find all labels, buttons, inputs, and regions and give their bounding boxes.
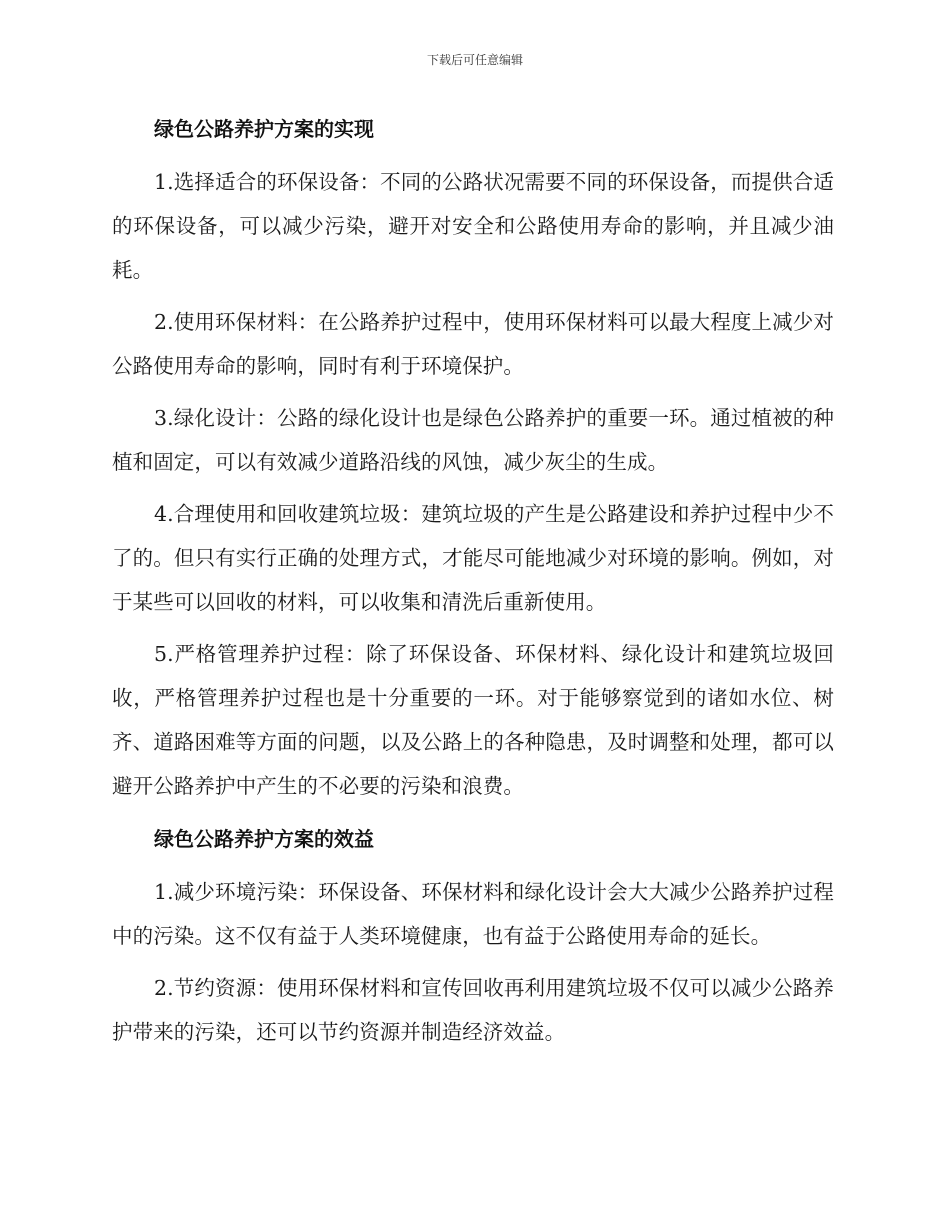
paragraph: 1.选择适合的环保设备：不同的公路状况需要不同的环保设备，而提供合适的环保设备，可以减少污染，避开对安全和公路使用寿命的影响，并且减少油耗。 [112, 170, 834, 282]
section-heading-implementation: 绿色公路养护方案的实现 [154, 117, 374, 141]
paragraph: 2.使用环保材料：在公路养护过程中，使用环保材料可以最大程度上减少对公路使用寿命的影响，同时有利于环境保护。 [112, 310, 834, 378]
paragraph: 3.绿化设计：公路的绿化设计也是绿色公路养护的重要一环。通过植被的种植和固定，可以有效减少道路沿线的风蚀，减少灰尘的生成。 [112, 406, 834, 474]
paragraph: 4.合理使用和回收建筑垃圾：建筑垃圾的产生是公路建设和养护过程中少不了的。但只有实行正确的处理方式，才能尽可能地减少对环境的影响。例如，对于某些可以回收的材料，可以收集和清洗后重新使用。 [112, 502, 834, 614]
paragraph: 1.减少环境污染：环保设备、环保材料和绿化设计会大大减少公路养护过程中的污染。这不仅有益于人类环境健康，也有益于公路使用寿命的延长。 [112, 880, 834, 948]
paragraph: 5.严格管理养护过程：除了环保设备、环保材料、绿化设计和建筑垃圾回收，严格管理养护过程也是十分重要的一环。对于能够察觉到的诸如水位、树齐、道路困难等方面的问题，以及公路上的各种隐患，及时调整和处理，都可以避开公路养护中产生的不必要的污染和浪费。 [112, 642, 834, 798]
page-header: 下载后可任意编辑 [426, 53, 523, 67]
paragraph: 2.节约资源：使用环保材料和宣传回收再利用建筑垃圾不仅可以减少公路养护带来的污染，还可以节约资源并制造经济效益。 [112, 976, 834, 1044]
section-heading-benefits: 绿色公路养护方案的效益 [154, 827, 374, 851]
document-body [112, 106, 834, 1062]
